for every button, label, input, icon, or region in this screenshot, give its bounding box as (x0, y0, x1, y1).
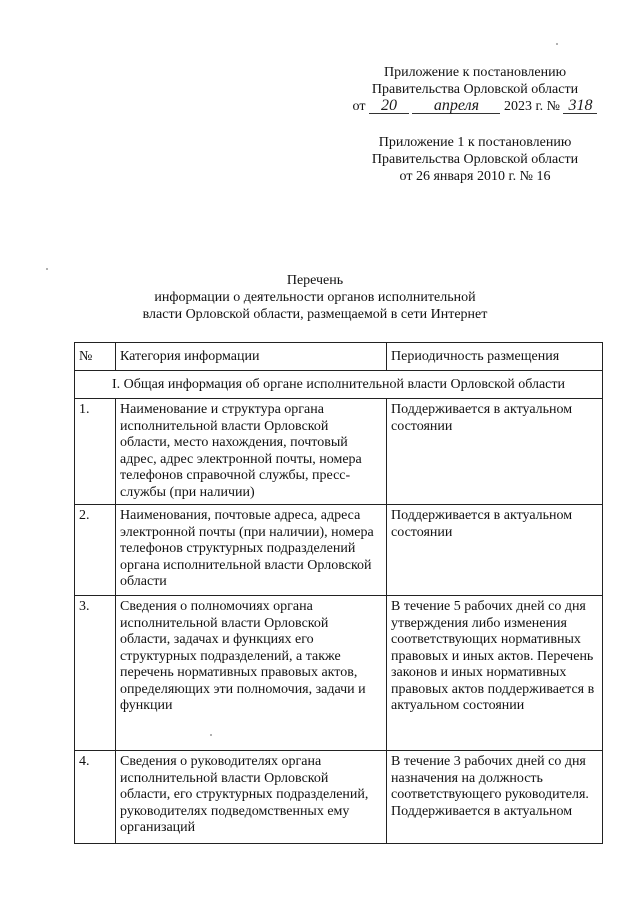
row-category: Наименования, почтовые адреса, адреса электронной почты (при наличии), номера телефонов структурных подразделений органа исполнительной власти Орловской области (116, 505, 387, 596)
title-line-3: власти Орловской области, размещаемой в сети Интернет (142, 307, 488, 322)
row-number: 2. (75, 505, 116, 596)
table-row (75, 596, 603, 751)
row-number: 4. (75, 751, 116, 844)
annex-year-text: 2023 г. № (503, 99, 560, 114)
annex-line-2: Правительства Орловской области (371, 82, 579, 97)
title-line-1: Перечень (286, 273, 344, 288)
information-table (74, 342, 603, 844)
prev-annex-line-1: Приложение 1 к постановлению (378, 135, 572, 150)
row-category: Сведения о руководителях органа исполнительной власти Орловской области, его структурных подразделений, руководителях подведомственных ему организаций (116, 751, 387, 844)
prev-annex-line-2: Правительства Орловской области (371, 152, 579, 167)
previous-annex-block (350, 134, 600, 185)
row-period: В течение 3 рабочих дней со дня назначения на должность соответствующего руководителя. Поддерживается в актуальном (387, 751, 603, 844)
scan-speck (46, 268, 48, 270)
table-header-row (75, 343, 603, 371)
row-period: Поддерживается в актуальном состоянии (387, 399, 603, 505)
prev-annex-line-3: от 26 января 2010 г. № 16 (399, 169, 551, 184)
annex-block (350, 64, 600, 115)
table-row (75, 505, 603, 596)
table-section-row (75, 370, 603, 399)
handwritten-number: 318 (563, 98, 597, 114)
header-period: Периодичность размещения (387, 343, 603, 371)
table-row (75, 399, 603, 505)
row-number: 1. (75, 399, 116, 505)
section-title: I. Общая информация об органе исполнительной власти Орловской области (75, 370, 603, 399)
annex-date-prefix: от (352, 99, 366, 114)
row-category: Сведения о полномочиях органа исполнительной власти Орловской области, задачах и функциях его структурных подразделений, а также перечень нормативных правовых актов, определяющих эти полномочия, задачи и функции (116, 596, 387, 751)
row-period: В течение 5 рабочих дней со дня утверждения либо изменения соответствующих нормативных правовых и иных актов. Перечень законов и иных нормативных правовых актов поддерживается в актуальном состоянии (387, 596, 603, 751)
title-line-2: информации о деятельности органов исполнительной (154, 290, 476, 305)
row-category: Наименование и структура органа исполнительной власти Орловской области, место нахождения, почтовый адрес, адрес электронной почты, номера телефонов справочной службы, пресс-службы (при наличии) (116, 399, 387, 505)
row-number: 3. (75, 596, 116, 751)
annex-line-1: Приложение к постановлению (383, 65, 567, 80)
handwritten-month: апреля (412, 98, 500, 114)
document-title (110, 272, 520, 323)
table-row (75, 751, 603, 844)
scan-speck (556, 43, 558, 45)
header-category: Категория информации (116, 343, 387, 371)
handwritten-day: 20 (369, 98, 409, 114)
header-number: № (75, 343, 116, 371)
scan-speck (210, 734, 212, 736)
row-period: Поддерживается в актуальном состоянии (387, 505, 603, 596)
annex-date-line (350, 98, 600, 115)
